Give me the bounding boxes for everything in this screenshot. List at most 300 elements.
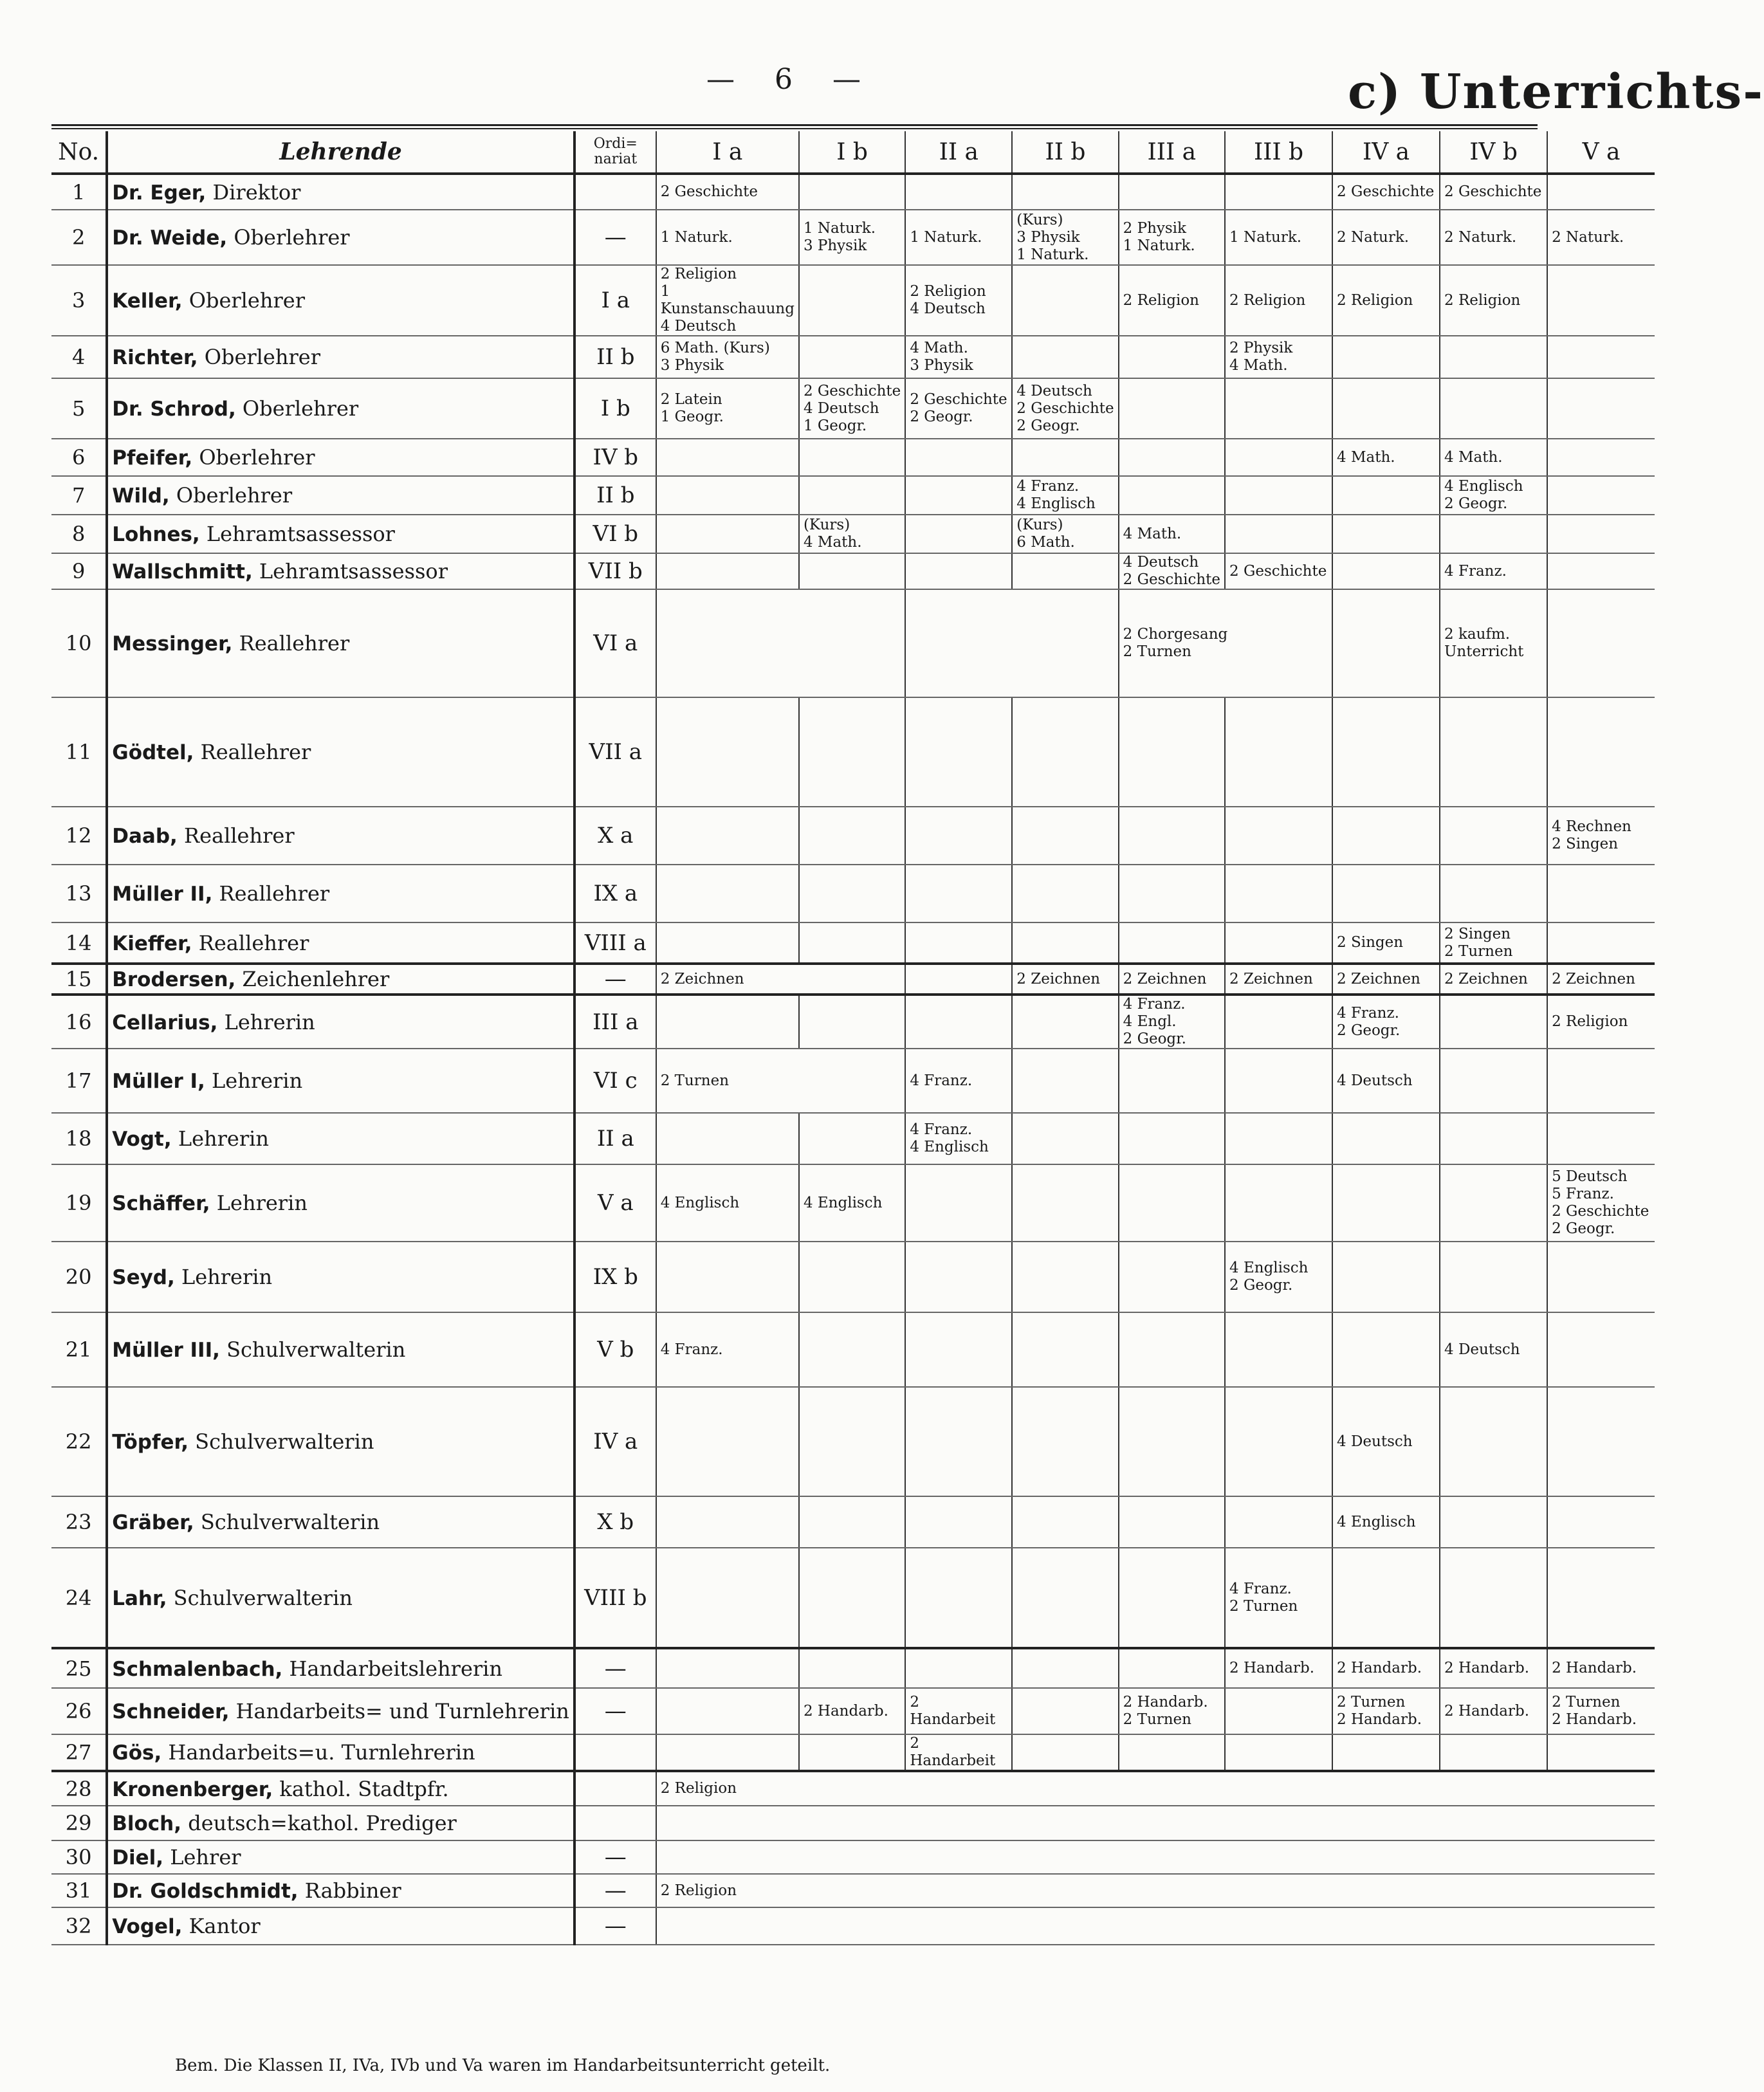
lesson-cell — [1440, 1548, 1547, 1648]
row-number: 28 — [51, 1771, 107, 1806]
ordinariat-class: VI b — [574, 515, 656, 553]
lesson-cell — [1332, 515, 1440, 553]
lesson-entry: 2 Naturk. — [1337, 228, 1410, 246]
lesson-cell — [1547, 1312, 1655, 1387]
lesson-entry: (Kurs) — [1016, 211, 1063, 228]
lesson-cell — [1012, 1242, 1118, 1312]
lesson-entry: 2 kaufm. Unterricht — [1444, 626, 1524, 660]
page-number: — 6 — — [706, 63, 876, 96]
lesson-entry: 5 Deutsch — [1552, 1168, 1628, 1185]
row-number: 21 — [51, 1312, 107, 1387]
lesson-cell — [1012, 697, 1118, 807]
lesson-cell — [1012, 1387, 1118, 1496]
lesson-cell — [1547, 265, 1655, 336]
teacher-title: Reallehrer — [219, 881, 330, 906]
footnote: Bem. Die Klassen II, IVa, IVb und Va waren im Handarbeitsunterricht geteilt. — [175, 2056, 831, 2075]
teacher-title: Rabbiner — [304, 1878, 401, 1903]
lesson-cell — [799, 697, 905, 807]
teacher-name-cell — [107, 1874, 574, 1907]
lesson-entry: 4 Englisch — [1337, 1513, 1416, 1530]
header-row — [51, 131, 1655, 174]
row-number: 6 — [51, 439, 107, 476]
lesson-entry: 2 Handarbeit — [910, 1694, 996, 1728]
ordinariat-class: II a — [574, 1113, 656, 1164]
lesson-entry: 1 Geogr. — [803, 417, 867, 434]
lesson-cell — [905, 1049, 1012, 1113]
ordinariat-class: VIII a — [574, 922, 656, 964]
teacher-name: Keller, — [112, 289, 183, 313]
teacher-row — [51, 589, 1655, 697]
lesson-cell — [1225, 865, 1332, 922]
teacher-row — [51, 439, 1655, 476]
lesson-cell — [1332, 589, 1440, 697]
lesson-entry: 2 Geschichte — [803, 382, 901, 399]
teacher-title: Lehrerin — [212, 1069, 303, 1093]
teacher-name-cell — [107, 964, 574, 995]
lesson-cell — [656, 1548, 799, 1648]
teacher-name-cell — [107, 476, 574, 515]
teacher-name: Kronenberger, — [112, 1777, 273, 1801]
lesson-cell — [1225, 922, 1332, 964]
lesson-cell — [1225, 1648, 1332, 1688]
lesson-cell — [799, 807, 905, 865]
teacher-name-cell — [107, 1648, 574, 1688]
teacher-row — [51, 1648, 1655, 1688]
lesson-cell — [1547, 1049, 1655, 1113]
lesson-cell — [656, 265, 799, 336]
lesson-cell — [1119, 1688, 1225, 1734]
lesson-cell — [1547, 515, 1655, 553]
lesson-entry: 4 Franz. — [1337, 1004, 1399, 1022]
lesson-entry: 4 Deutsch — [660, 318, 737, 335]
lesson-cell — [799, 1688, 905, 1734]
lesson-cell — [799, 515, 905, 553]
teacher-name-cell — [107, 1806, 574, 1840]
lesson-cell — [1332, 1648, 1440, 1688]
lesson-entry: 2 Handarb. — [1444, 1660, 1530, 1676]
row-number: 11 — [51, 697, 107, 807]
teacher-name: Dr. Weide, — [112, 226, 228, 250]
lesson-cell — [1440, 515, 1547, 553]
lesson-cell — [1547, 1648, 1655, 1688]
lesson-cell — [1225, 174, 1332, 210]
teacher-name-cell — [107, 1548, 574, 1648]
header-teacher: Lehrende — [107, 131, 574, 174]
lesson-cell — [1119, 1387, 1225, 1496]
lesson-cell — [1225, 697, 1332, 807]
teacher-row — [51, 265, 1655, 336]
ordinariat-class: IX a — [574, 865, 656, 922]
lesson-entry: 2 Geschichte — [1337, 183, 1435, 200]
lesson-cell — [905, 336, 1012, 378]
lesson-cell — [1225, 336, 1332, 378]
lesson-entry: 2 Zeichnen — [1444, 970, 1528, 987]
lesson-cell — [1547, 807, 1655, 865]
lesson-entry: 2 Handarb. — [1337, 1660, 1422, 1676]
lesson-cell — [905, 1387, 1012, 1496]
teacher-title: Reallehrer — [200, 740, 311, 764]
teacher-name-cell — [107, 1688, 574, 1734]
teacher-name: Müller I, — [112, 1070, 205, 1093]
lesson-entry: 3 Physik — [910, 357, 973, 374]
teacher-name-cell — [107, 515, 574, 553]
teacher-row — [51, 1049, 1655, 1113]
lesson-entry: 2 Singen — [1552, 836, 1619, 852]
teacher-row — [51, 995, 1655, 1049]
lesson-cell — [1547, 1387, 1655, 1496]
header-class-iiib: III b — [1225, 131, 1332, 174]
teacher-name-cell — [107, 697, 574, 807]
row-number: 24 — [51, 1548, 107, 1648]
lesson-cell — [1119, 697, 1225, 807]
teacher-row — [51, 1312, 1655, 1387]
lesson-entry: 4 Franz. — [660, 1341, 723, 1358]
lesson-entry: 2 Religion — [1337, 291, 1413, 309]
teacher-name-cell — [107, 378, 574, 439]
teacher-name: Brodersen, — [112, 968, 236, 991]
teacher-name: Gräber, — [112, 1511, 194, 1534]
lesson-entry: 4 Deutsch — [1123, 554, 1199, 571]
lesson-entry: 4 Math. — [1444, 448, 1503, 466]
header-ordinariat — [574, 131, 656, 174]
lesson-entry: 4 Englisch — [1016, 495, 1096, 512]
lesson-entry: 5 Franz. — [1552, 1186, 1614, 1202]
lesson-cell — [799, 922, 905, 964]
lesson-cell — [1119, 515, 1225, 553]
ordinariat-class: III a — [574, 995, 656, 1049]
lesson-entry: 3 Physik — [1016, 228, 1080, 246]
lesson-cell — [1332, 174, 1440, 210]
lesson-cell — [1547, 210, 1655, 265]
lesson-entry: 2 Zeichnen — [1337, 970, 1420, 987]
ordinariat-class: — — [574, 1648, 656, 1688]
ordinariat-class: VI c — [574, 1049, 656, 1113]
header-class-va: V a — [1547, 131, 1655, 174]
lesson-cell — [656, 515, 799, 553]
ordinariat-class — [574, 1771, 656, 1806]
lesson-cell — [1332, 865, 1440, 922]
lesson-entry: 4 Deutsch — [1016, 382, 1092, 399]
teacher-name-cell — [107, 865, 574, 922]
lesson-cell — [656, 553, 799, 589]
lesson-entry: 4 Franz. — [1016, 478, 1080, 495]
lesson-cell — [799, 1164, 905, 1242]
teacher-name: Vogt, — [112, 1128, 172, 1151]
lesson-entry: 4 Englisch — [660, 1194, 740, 1211]
teacher-name: Diel, — [112, 1846, 164, 1869]
lesson-cell-empty — [656, 1840, 1655, 1874]
lesson-entry: 2 Geschichte — [1552, 1203, 1649, 1220]
row-number: 15 — [51, 964, 107, 995]
teacher-name-cell — [107, 210, 574, 265]
lesson-cell — [1119, 1734, 1225, 1771]
row-number: 12 — [51, 807, 107, 865]
lesson-cell — [799, 1734, 905, 1771]
row-number: 5 — [51, 378, 107, 439]
lesson-cell — [1225, 1734, 1332, 1771]
lesson-entry: 4 Rechnen — [1552, 818, 1631, 835]
lesson-cell — [1332, 1496, 1440, 1548]
lesson-cell — [1119, 995, 1225, 1049]
lesson-cell — [1332, 964, 1440, 995]
lesson-cell — [656, 1771, 1655, 1806]
lesson-cell — [1332, 1312, 1440, 1387]
lesson-cell — [656, 1387, 799, 1496]
lesson-cell — [1225, 964, 1332, 995]
lesson-entry: 2 Handarb. — [1337, 1711, 1422, 1728]
teacher-row — [51, 174, 1655, 210]
ordinariat-class: — — [574, 1907, 656, 1945]
lesson-cell — [1225, 265, 1332, 336]
lesson-cell — [799, 1312, 905, 1387]
lesson-entry: 2 Geogr. — [1552, 1220, 1615, 1237]
teacher-name-cell — [107, 553, 574, 589]
lesson-entry: 2 Geschichte — [660, 183, 758, 200]
lesson-entry: 2 Naturk. — [1444, 228, 1517, 246]
lesson-cell — [1012, 1164, 1118, 1242]
lesson-cell — [1547, 1734, 1655, 1771]
row-number: 17 — [51, 1049, 107, 1113]
lesson-entry: 4 Franz. — [1444, 562, 1507, 580]
lesson-cell — [1012, 807, 1118, 865]
lesson-cell — [1547, 865, 1655, 922]
teacher-name-cell — [107, 1113, 574, 1164]
lesson-cell — [1332, 210, 1440, 265]
lesson-cell — [656, 336, 799, 378]
lesson-entry: 2 Geschichte — [910, 391, 1007, 408]
ordinariat-class: IX b — [574, 1242, 656, 1312]
lesson-cell — [1440, 865, 1547, 922]
teacher-title: Lehramtsassessor — [259, 559, 448, 583]
lesson-cell — [799, 1113, 905, 1164]
teacher-row — [51, 1840, 1655, 1874]
ordinariat-class: II b — [574, 336, 656, 378]
ordinariat-class — [574, 174, 656, 210]
row-number: 27 — [51, 1734, 107, 1771]
teacher-title: Lehrer — [170, 1845, 241, 1869]
lesson-entry: 4 Franz. — [910, 1072, 973, 1089]
lesson-cell — [799, 865, 905, 922]
lesson-entry: 2 Singen — [1337, 934, 1404, 951]
top-rule-inner — [51, 128, 1538, 129]
lesson-entry: 4 Franz. — [910, 1121, 973, 1138]
lesson-entry: 2 Turnen — [1123, 643, 1191, 660]
teacher-row — [51, 1806, 1655, 1840]
lesson-cell — [656, 807, 799, 865]
lesson-entry: 2 Geschichte — [1016, 399, 1114, 417]
teacher-title: Handarbeitslehrerin — [289, 1656, 503, 1681]
lesson-cell — [656, 1049, 906, 1113]
lesson-cell — [1119, 922, 1225, 964]
ordinariat-class: — — [574, 964, 656, 995]
ordinariat-class: — — [574, 1840, 656, 1874]
lesson-entry: 2 Turnen — [1123, 1711, 1191, 1728]
teacher-name: Schmalenbach, — [112, 1657, 283, 1681]
lesson-cell — [1012, 515, 1118, 553]
lesson-entry: 4 Math. — [1229, 357, 1288, 374]
lesson-entry: 2 Turnen — [1552, 1694, 1621, 1711]
lesson-cell — [1225, 210, 1332, 265]
lesson-cell — [1225, 1164, 1332, 1242]
ordinariat-class: V b — [574, 1312, 656, 1387]
teacher-name: Töpfer, — [112, 1431, 188, 1454]
teacher-title: Oberlehrer — [199, 445, 315, 470]
lesson-cell — [799, 174, 905, 210]
teacher-title: Oberlehrer — [242, 396, 359, 421]
ordinariat-class: VIII b — [574, 1548, 656, 1648]
lesson-cell — [1547, 1113, 1655, 1164]
row-number: 13 — [51, 865, 107, 922]
lesson-entry: 2 Geogr. — [910, 408, 973, 425]
teacher-row — [51, 336, 1655, 378]
teacher-name-cell — [107, 1496, 574, 1548]
row-number: 19 — [51, 1164, 107, 1242]
lesson-cell — [799, 1387, 905, 1496]
lesson-cell — [1225, 439, 1332, 476]
lesson-cell — [905, 995, 1012, 1049]
ordinariat-class: V a — [574, 1164, 656, 1242]
row-number: 30 — [51, 1840, 107, 1874]
lesson-cell — [656, 1688, 799, 1734]
lesson-cell — [1119, 476, 1225, 515]
header-class-iiia: III a — [1119, 131, 1225, 174]
lesson-cell — [905, 1113, 1012, 1164]
lesson-cell — [1547, 336, 1655, 378]
lesson-cell — [656, 439, 799, 476]
teacher-title: Lehrerin — [216, 1191, 308, 1215]
teacher-name: Dr. Schrod, — [112, 398, 236, 421]
lesson-cell — [1119, 553, 1225, 589]
header-ordinariat-line2: nariat — [594, 151, 638, 167]
lesson-cell — [656, 210, 799, 265]
lesson-cell — [905, 1688, 1012, 1734]
ordinariat-class: I b — [574, 378, 656, 439]
row-number: 20 — [51, 1242, 107, 1312]
teacher-name-cell — [107, 1734, 574, 1771]
lesson-entry: 2 Turnen — [660, 1072, 730, 1089]
lesson-entry: 2 Religion — [1123, 291, 1199, 309]
lesson-cell — [1225, 1548, 1332, 1648]
teacher-name-cell — [107, 995, 574, 1049]
lesson-cell — [656, 1648, 799, 1688]
teacher-title: Reallehrer — [239, 631, 350, 656]
lesson-cell — [1012, 1688, 1118, 1734]
lesson-cell — [1547, 476, 1655, 515]
teacher-name-cell — [107, 439, 574, 476]
lesson-cell — [905, 1548, 1012, 1648]
lesson-cell — [1440, 1734, 1547, 1771]
lesson-cell — [1332, 439, 1440, 476]
lesson-cell — [1440, 964, 1547, 995]
lesson-cell — [656, 865, 799, 922]
row-number: 2 — [51, 210, 107, 265]
teacher-name: Daab, — [112, 825, 178, 848]
teacher-name-cell — [107, 1164, 574, 1242]
lesson-entry: 4 Engl. — [1123, 1013, 1177, 1030]
lesson-cell — [1332, 476, 1440, 515]
teacher-title: Oberlehrer — [204, 345, 320, 369]
lesson-cell — [1012, 1496, 1118, 1548]
lesson-cell — [1012, 553, 1118, 589]
lesson-entry: 2 Singen — [1444, 925, 1511, 942]
teacher-title: Oberlehrer — [176, 483, 293, 508]
teacher-name: Bloch, — [112, 1812, 182, 1835]
lesson-cell — [1547, 697, 1655, 807]
lesson-entry: 2 Turnen — [1444, 942, 1513, 960]
lesson-cell — [1225, 995, 1332, 1049]
lesson-cell — [905, 589, 1118, 697]
lesson-entry: 1 Naturk. — [803, 220, 876, 237]
ordinariat-class: IV a — [574, 1387, 656, 1496]
lesson-cell — [656, 1312, 799, 1387]
lesson-cell — [1440, 265, 1547, 336]
lesson-cell — [905, 1496, 1012, 1548]
row-number: 26 — [51, 1688, 107, 1734]
lesson-cell — [1332, 1049, 1440, 1113]
lesson-cell — [1440, 1496, 1547, 1548]
ordinariat-class: VII a — [574, 697, 656, 807]
lesson-entry: 2 Zeichnen — [1123, 970, 1207, 987]
teacher-title: Lehramtsassessor — [206, 522, 395, 546]
lesson-cell — [1440, 1164, 1547, 1242]
teacher-name-cell — [107, 1907, 574, 1945]
lesson-cell — [1119, 1242, 1225, 1312]
lesson-cell — [1440, 439, 1547, 476]
lesson-cell — [905, 265, 1012, 336]
lesson-entry: 2 Geschichte — [1229, 562, 1327, 580]
lesson-cell — [1440, 378, 1547, 439]
lesson-cell — [1225, 1113, 1332, 1164]
lesson-entry: 2 Religion — [1229, 291, 1306, 309]
teacher-row — [51, 515, 1655, 553]
teacher-name: Schneider, — [112, 1700, 230, 1723]
lesson-entry: 2 Religion — [660, 266, 737, 282]
lesson-entry: 2 Handarb. — [1229, 1660, 1315, 1676]
lesson-entry: 2 Geogr. — [1337, 1022, 1401, 1039]
lesson-cell — [1332, 1734, 1440, 1771]
teacher-title: Oberlehrer — [188, 288, 305, 313]
teacher-row — [51, 807, 1655, 865]
lesson-cell — [1547, 1164, 1655, 1242]
teacher-title: Reallehrer — [198, 930, 309, 955]
teacher-title: kathol. Stadtpfr. — [279, 1776, 449, 1801]
row-number: 29 — [51, 1806, 107, 1840]
lesson-cell — [1012, 1734, 1118, 1771]
lesson-cell — [1012, 174, 1118, 210]
lesson-entry: 2 Geogr. — [1123, 1031, 1186, 1047]
lesson-entry: 1 Kunstanschauung — [660, 283, 795, 317]
lesson-cell — [1332, 553, 1440, 589]
lesson-cell — [799, 1242, 905, 1312]
row-number: 9 — [51, 553, 107, 589]
ordinariat-class: X a — [574, 807, 656, 865]
row-number: 1 — [51, 174, 107, 210]
lesson-cell — [1332, 922, 1440, 964]
lesson-entry: 4 Englisch — [803, 1194, 883, 1211]
teacher-name-cell — [107, 1049, 574, 1113]
lesson-cell — [905, 922, 1012, 964]
teacher-title: Reallehrer — [183, 823, 295, 848]
lesson-cell — [905, 210, 1012, 265]
teacher-row — [51, 1113, 1655, 1164]
lesson-entry: 2 Geschichte — [1123, 571, 1220, 588]
lesson-cell — [1440, 589, 1547, 697]
lesson-cell — [1012, 210, 1118, 265]
teacher-name: Vogel, — [112, 1915, 183, 1938]
lesson-cell — [1440, 1648, 1547, 1688]
teacher-name: Lahr, — [112, 1586, 167, 1610]
lesson-cell — [1332, 1164, 1440, 1242]
